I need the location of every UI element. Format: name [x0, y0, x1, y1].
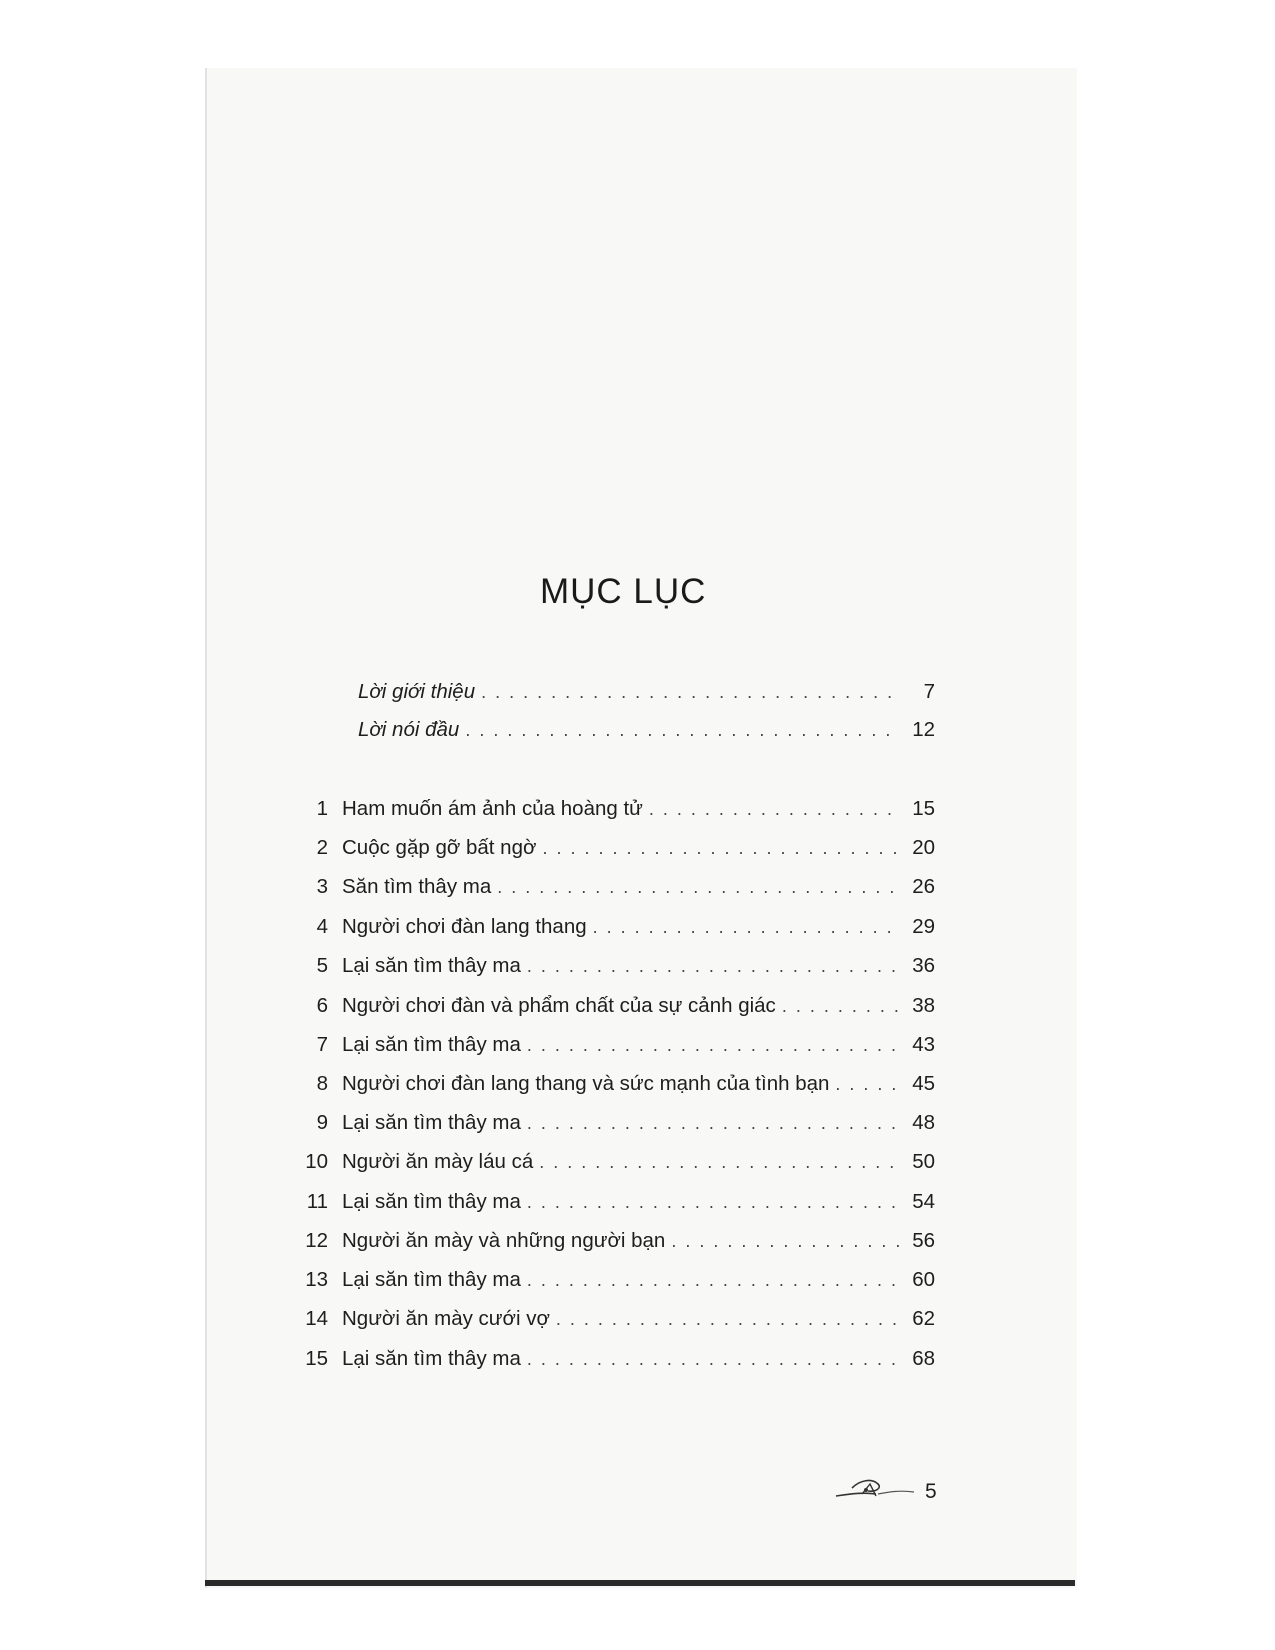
toc-entry-chapter-14[interactable]	[295, 1307, 935, 1341]
toc-entry-chapter-12[interactable]	[295, 1229, 935, 1263]
page-bottom-edge	[205, 1580, 1075, 1586]
toc-entry-chapter-8[interactable]	[295, 1072, 935, 1106]
dot-leader	[593, 917, 901, 938]
toc-entry-page: 20	[912, 836, 935, 859]
toc-entry-page: 26	[912, 875, 935, 898]
footer-ornament-icon	[832, 1470, 917, 1506]
chapter-number: 14	[305, 1307, 328, 1330]
toc-entry-introduction[interactable]	[295, 680, 935, 714]
toc-entry-label: Người ăn mày và những người bạn	[342, 1229, 666, 1252]
dot-leader	[527, 1349, 901, 1370]
toc-entry-label: Lại săn tìm thây ma	[342, 954, 521, 977]
toc-entry-label: Người ăn mày cưới vợ	[342, 1307, 550, 1330]
dot-leader	[835, 1074, 901, 1095]
toc-entry-page: 48	[912, 1111, 935, 1134]
toc-entry-label: Lại săn tìm thây ma	[342, 1033, 521, 1056]
toc-entry-chapter-9[interactable]	[295, 1111, 935, 1145]
toc-entry-chapter-6[interactable]	[295, 994, 935, 1028]
chapter-number: 8	[316, 1072, 328, 1095]
toc-entry-label: Cuộc gặp gỡ bất ngờ	[342, 836, 537, 859]
dot-leader	[556, 1309, 901, 1330]
toc-entry-label: Người chơi đàn lang thang và sức mạnh của tình bạn	[342, 1072, 830, 1095]
toc-entry-chapter-15[interactable]	[295, 1347, 935, 1381]
toc-entry-page: 62	[912, 1307, 935, 1330]
toc-entry-label: Người chơi đàn và phẩm chất của sự cảnh giác	[342, 994, 776, 1017]
chapter-number: 3	[316, 875, 328, 898]
toc-entry-page: 12	[912, 718, 935, 741]
toc-entry-chapter-5[interactable]	[295, 954, 935, 988]
toc-entry-chapter-13[interactable]	[295, 1268, 935, 1302]
toc-entry-page: 29	[912, 915, 935, 938]
dot-leader	[539, 1152, 901, 1173]
dot-leader	[481, 682, 901, 703]
toc-entry-page: 68	[912, 1347, 935, 1370]
toc-entry-page: 60	[912, 1268, 935, 1291]
toc-entry-chapter-3[interactable]	[295, 875, 935, 909]
chapter-number: 13	[305, 1268, 328, 1291]
toc-entry-page: 50	[912, 1150, 935, 1173]
toc-entry-page: 54	[912, 1190, 935, 1213]
chapter-number: 7	[316, 1033, 328, 1056]
dot-leader	[527, 1113, 901, 1134]
toc-entry-label: Lời nói đầu	[358, 718, 460, 741]
toc-entry-label: Ham muốn ám ảnh của hoàng tử	[342, 797, 643, 820]
toc-entry-label: Người chơi đàn lang thang	[342, 915, 587, 938]
dot-leader	[782, 996, 901, 1017]
toc-entry-page: 43	[912, 1033, 935, 1056]
chapter-number: 6	[316, 994, 328, 1017]
chapter-number: 11	[306, 1190, 328, 1213]
toc-entry-label: Người ăn mày láu cá	[342, 1150, 534, 1173]
dot-leader	[542, 838, 901, 859]
toc-entry-page: 7	[923, 680, 935, 703]
page-title: MỤC LỤC	[540, 572, 707, 611]
toc-entry-page: 38	[912, 994, 935, 1017]
toc-entry-page: 56	[912, 1229, 935, 1252]
dot-leader	[671, 1231, 901, 1252]
toc-entry-label: Săn tìm thây ma	[342, 875, 492, 898]
toc-entry-preface[interactable]	[295, 718, 935, 752]
toc-entry-chapter-11[interactable]	[295, 1190, 935, 1224]
dot-leader	[465, 720, 901, 741]
chapter-number: 1	[316, 797, 328, 820]
chapter-number: 4	[316, 915, 328, 938]
toc-entry-page: 15	[912, 797, 935, 820]
dot-leader	[527, 1270, 901, 1291]
toc-entry-chapter-2[interactable]	[295, 836, 935, 870]
toc-entry-chapter-1[interactable]	[295, 797, 935, 831]
dot-leader	[527, 1192, 901, 1213]
toc-entry-label: Lại săn tìm thây ma	[342, 1347, 521, 1370]
chapter-number: 2	[316, 836, 328, 859]
toc-entry-chapter-7[interactable]	[295, 1033, 935, 1067]
chapter-number: 12	[305, 1229, 328, 1252]
dot-leader	[527, 956, 901, 977]
dot-leader	[649, 799, 901, 820]
chapter-number: 5	[316, 954, 328, 977]
chapter-number: 9	[316, 1111, 328, 1134]
toc-entry-label: Lại săn tìm thây ma	[342, 1190, 521, 1213]
toc-entry-page: 36	[912, 954, 935, 977]
toc-entry-label: Lại săn tìm thây ma	[342, 1268, 521, 1291]
page-number: 5	[925, 1480, 937, 1503]
toc-entry-chapter-4[interactable]	[295, 915, 935, 949]
toc-entry-chapter-10[interactable]	[295, 1150, 935, 1184]
toc-entry-label: Lời giới thiệu	[358, 680, 476, 703]
toc-entry-page: 45	[912, 1072, 935, 1095]
toc-entry-label: Lại săn tìm thây ma	[342, 1111, 521, 1134]
dot-leader	[527, 1035, 901, 1056]
chapter-number: 10	[305, 1150, 328, 1173]
dot-leader	[497, 877, 901, 898]
chapter-number: 15	[305, 1347, 328, 1370]
